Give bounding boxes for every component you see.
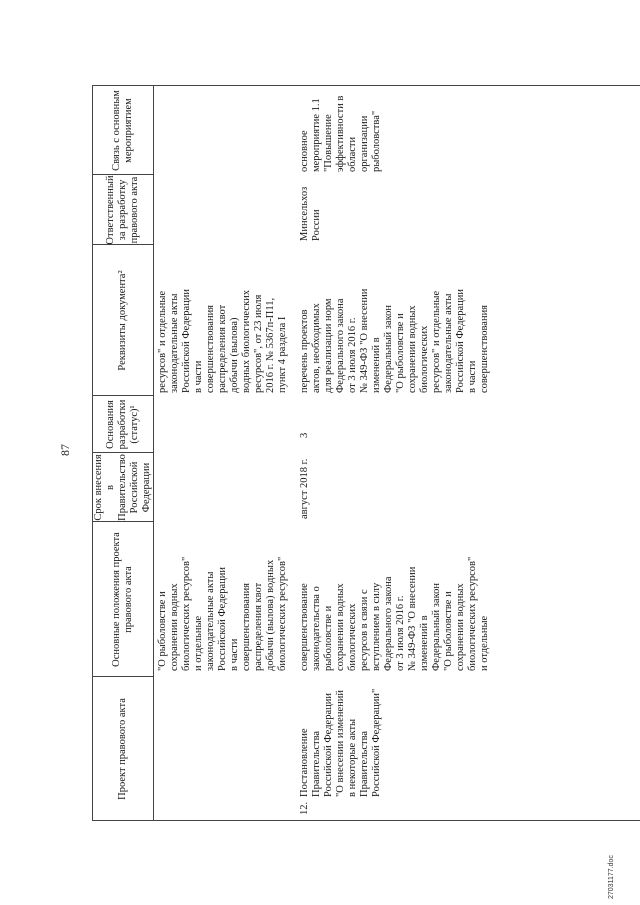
header-deadline: Срок внесения в Правительство Российской Федерации — [92, 454, 152, 521]
row-deadline: август 2018 г. — [299, 458, 310, 519]
row-responsible: Минсельхоз России — [299, 186, 322, 241]
row-basis: 3 — [299, 432, 310, 438]
page-number: 87 — [58, 444, 72, 456]
header-requisites: Реквизиты документа² — [116, 270, 128, 371]
row-number: 12. — [299, 801, 310, 815]
file-name: 27031177.doc — [608, 855, 615, 899]
header-responsible: Ответственный за разработку правового акта — [104, 175, 140, 245]
continuation-requisites: ресурсов" и отдельные законодательные акты Российской Федерации в части совершенствования распределения квот добычи (вылова) водных биологических ресурсов", от 23 июля 2016 г. № 5367п-П11, пункт 4 раздела I — [157, 289, 288, 393]
header-row-divider — [153, 86, 154, 821]
continuation-provisions: "О рыболовстве и сохранении водных биологических ресурсов" и отдельные законодательные акты Российской Федерации в части совершенствования распределения квот добычи (вылова) водных биологических ресурсов" — [157, 556, 288, 671]
row-provisions: совершенствование законодательства о рыболовстве и сохранении водных биологических ресурсов в связи с вступлением в силу Федерального закона от 3 июля 2016 г. № 349-ФЗ "О внесении изменений в Федеральный закон "О рыболовстве и сохранении водных биологических ресурсов" и отдельные — [299, 556, 490, 671]
row-link: основное мероприятие 1.1 "Повышение эффективности в области организации рыболовства" — [299, 95, 382, 172]
header-basis: Основания разработки (статус)¹ — [104, 399, 140, 450]
header-link: Связь с основным мероприятием — [110, 90, 134, 171]
row-requisites: перечень проектов актов, необходимых для реализации норм Федерального закона от 3 июля 2016 г. № 349-ФЗ "О внесении изменений в Федеральный закон "О рыболовстве и сохранении водных биологических ресурсов" и отдельные законодательные акты Российской Федерации в части совершенствования — [299, 288, 490, 393]
header-project: Проект правового акта — [116, 698, 128, 800]
row-project: Постановление Правительства Российской Федерации "О внесении изменений в некоторые акты Правительства Российской Федерации" — [299, 688, 382, 797]
table-border-left — [92, 820, 640, 821]
header-provisions: Основные положения проекта правового акта — [110, 532, 134, 667]
